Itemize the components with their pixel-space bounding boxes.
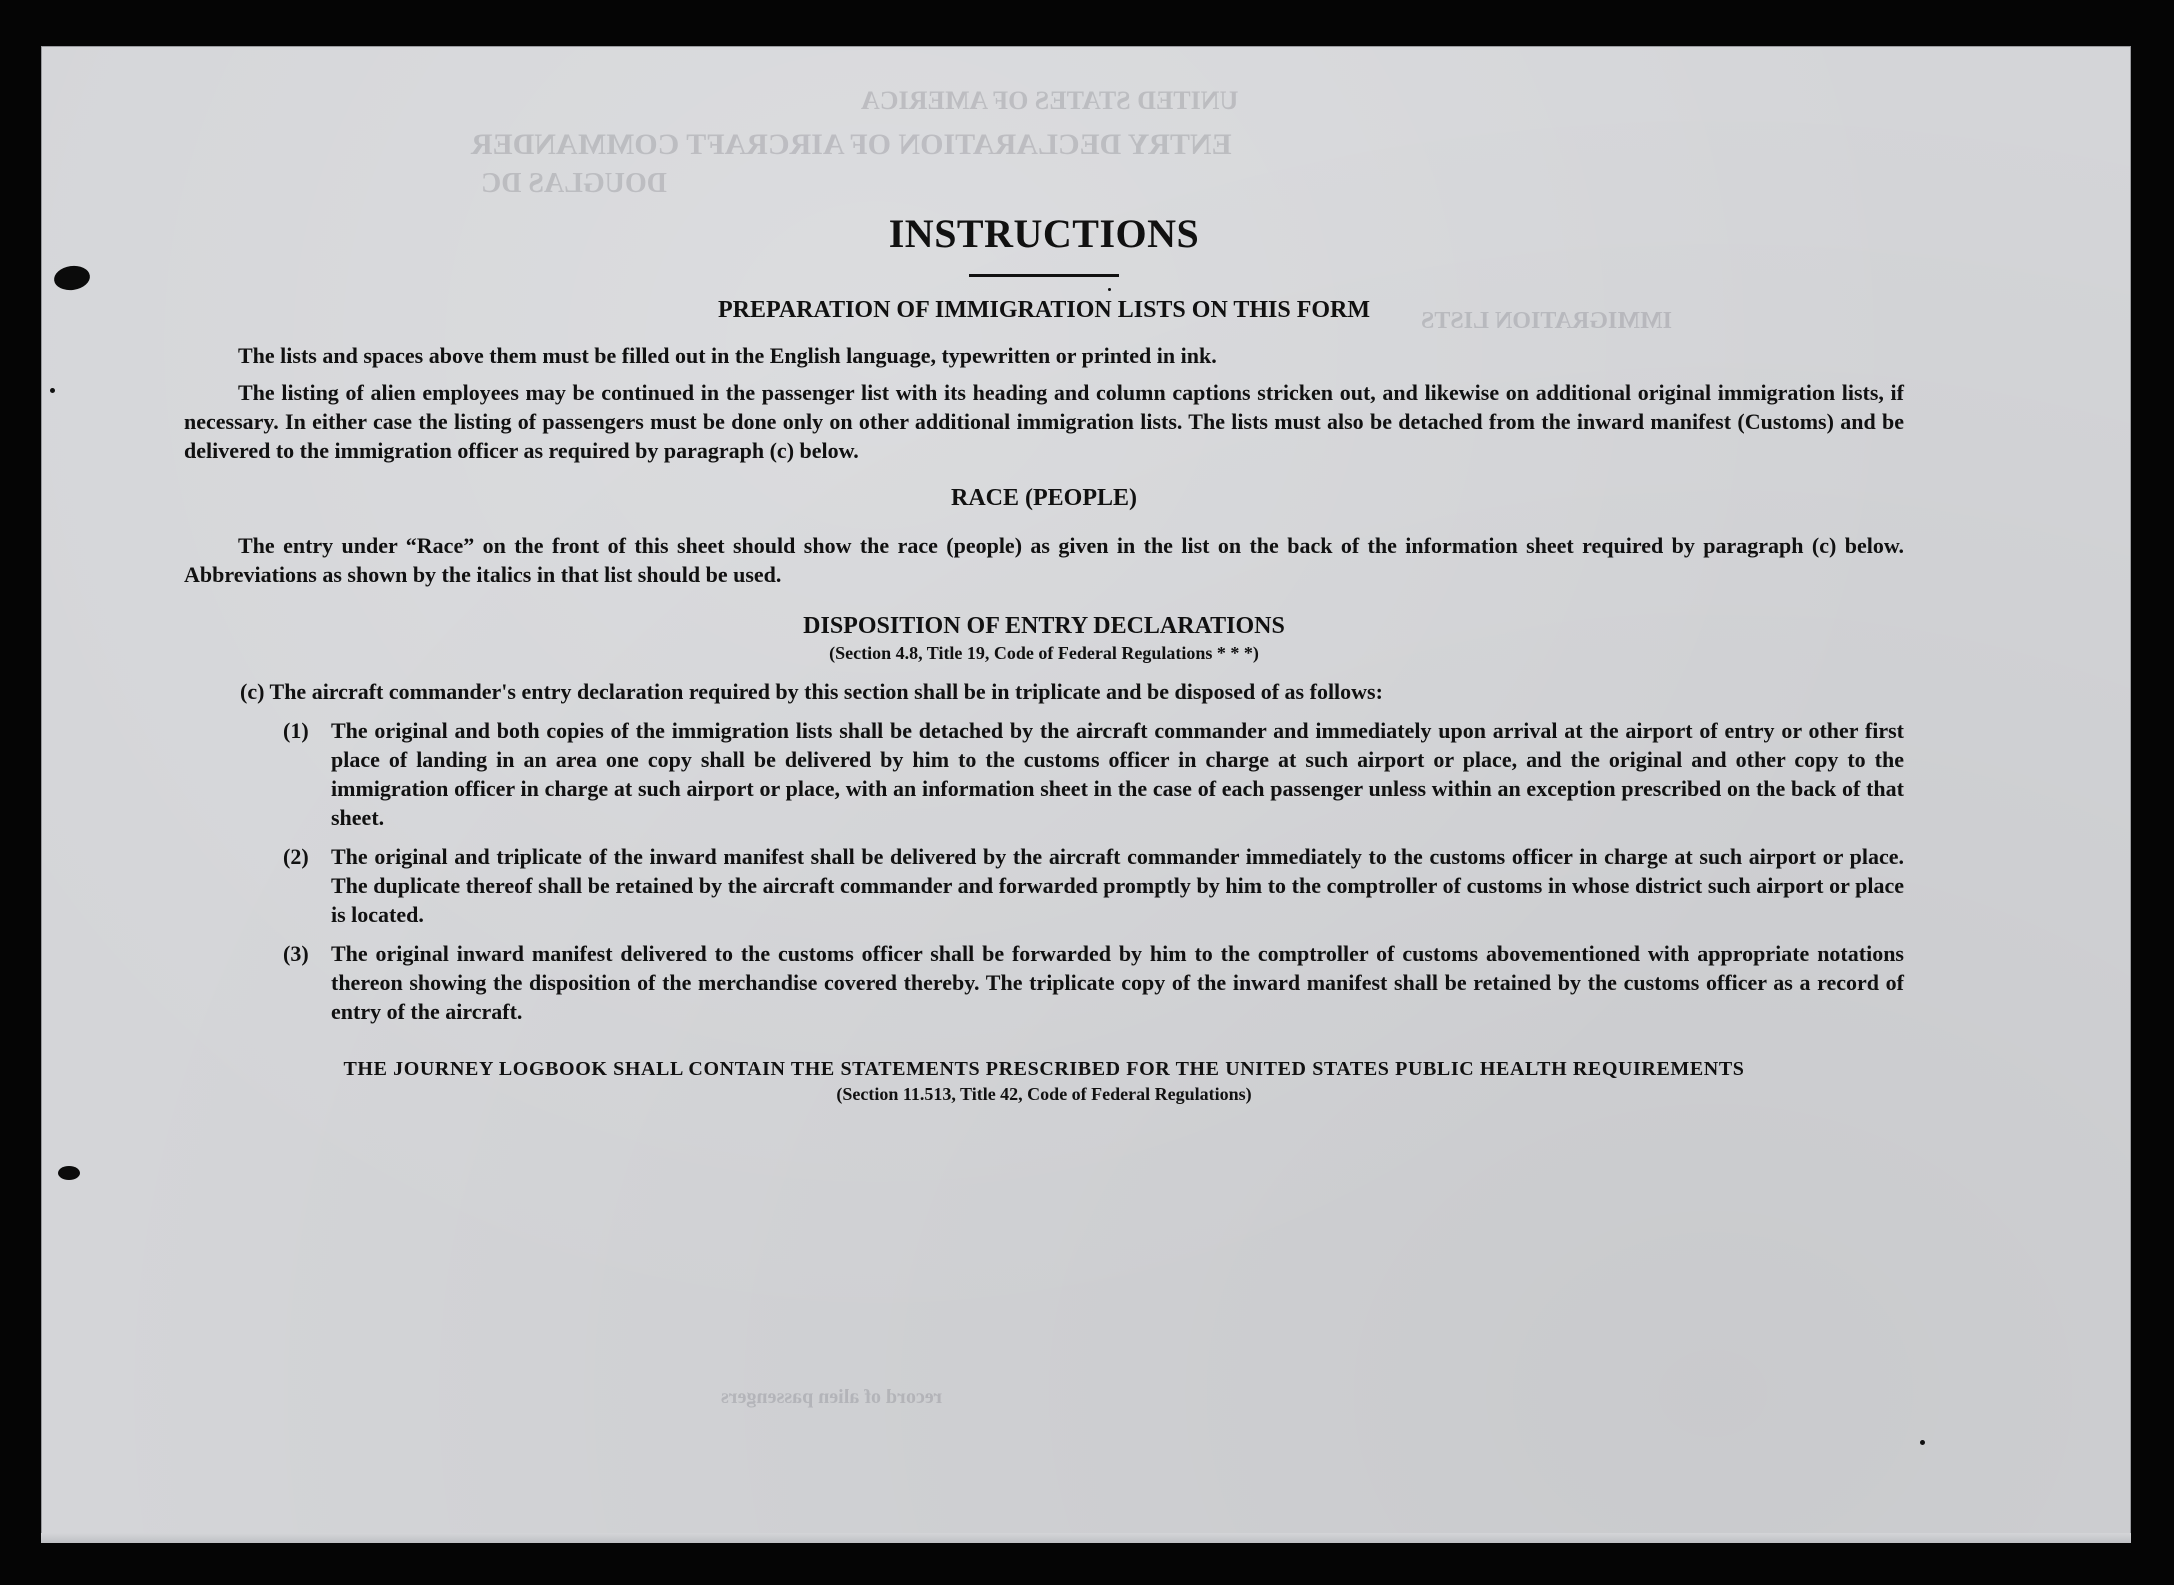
item-number: (1) [283, 718, 309, 743]
speck [50, 388, 55, 393]
regulation-citation: (Section 4.8, Title 19, Code of Federal Regulations * * *) [829, 643, 1259, 663]
paragraph-english-language: The lists and spaces above them must be filled out in the English language, typewritten or printed in ink. [238, 343, 1217, 368]
page-title: INSTRUCTIONS [888, 211, 1200, 256]
bleed-through-text: DOUGLAS DC [481, 168, 667, 199]
section-heading-immigration-lists: PREPARATION OF IMMIGRATION LISTS ON THIS FORM [717, 297, 1371, 323]
list-item [283, 842, 1904, 929]
item-number: (3) [283, 941, 309, 966]
bleed-through-text: UNITED STATES OF AMERICA [861, 86, 1239, 115]
paragraph-alien-employees: The listing of alien employees may be continued in the passenger list with its heading and column captions stricken out, and likewise on additional original immigration lists, if necessary. In either case the listing of passengers must be done only on other additional immigration lists. The lists must also be detached from the inward manifest (Customs) and be delivered to the immigration officer as required by paragraph (c) below. [184, 380, 1904, 463]
section-heading-disposition: DISPOSITION OF ENTRY DECLARATIONS [803, 613, 1285, 639]
logbook-citation: (Section 11.513, Title 42, Code of Federal Regulations) [836, 1084, 1252, 1104]
item-number: (2) [283, 844, 309, 869]
paragraph-race: The entry under “Race” on the front of this sheet should show the race (people) as given in the list on the back of the information sheet required by paragraph (c) below. Abbreviations as shown by the italics in that list should be used. [184, 533, 1904, 587]
bleed-through-text: ENTRY DECLARATION OF AIRCRAFT COMMANDER [471, 128, 1232, 161]
item-text: The original and triplicate of the inward manifest shall be delivered by the aircraft commander immediately to the customs officer in charge at such airport or place. The duplicate thereof shall be retained by the aircraft commander and forwarded promptly by him to the comptroller of customs in whose district such airport or place is located. [331, 844, 1904, 927]
paragraph-c-intro: (c) The aircraft commander's entry declaration required by this section shall be in triplicate and be disposed of as follows: [240, 679, 1383, 704]
ink-blot [58, 1166, 80, 1180]
list-item [283, 939, 1904, 1026]
instructions-content [184, 210, 1904, 1106]
bleed-through-text: IMMIGRATION LISTS [1421, 308, 1672, 334]
list-item [283, 716, 1904, 832]
bleed-through-text: record of alien passengers [721, 1386, 943, 1408]
logbook-statement: THE JOURNEY LOGBOOK SHALL CONTAIN THE STATEMENTS PRESCRIBED FOR THE UNITED STATES PUBLIC HEALTH REQUIREMENTS [343, 1058, 1745, 1080]
item-text: The original inward manifest delivered to the customs officer shall be forwarded by him to the comptroller of customs abovementioned with appropriate notations thereon showing the disposition of the merchandise covered thereby. The triplicate copy of the inward manifest shall be retained by the customs officer as a record of entry of the aircraft. [331, 941, 1904, 1024]
speck [1920, 1440, 1925, 1445]
section-heading-race: RACE (PEOPLE) [951, 485, 1137, 511]
title-underline [969, 274, 1119, 277]
item-text: The original and both copies of the immigration lists shall be detached by the aircraft commander and immediately upon arrival at the airport of entry or other first place of landing in an area one copy shall be delivered by him to the customs officer in charge at such airport or place, and the original and other copy to the immigration officer in charge at such airport or place, with an information sheet in the case of each passenger unless within an exception prescribed on the back of that sheet. [331, 718, 1904, 830]
paper-edge [41, 1533, 2131, 1543]
